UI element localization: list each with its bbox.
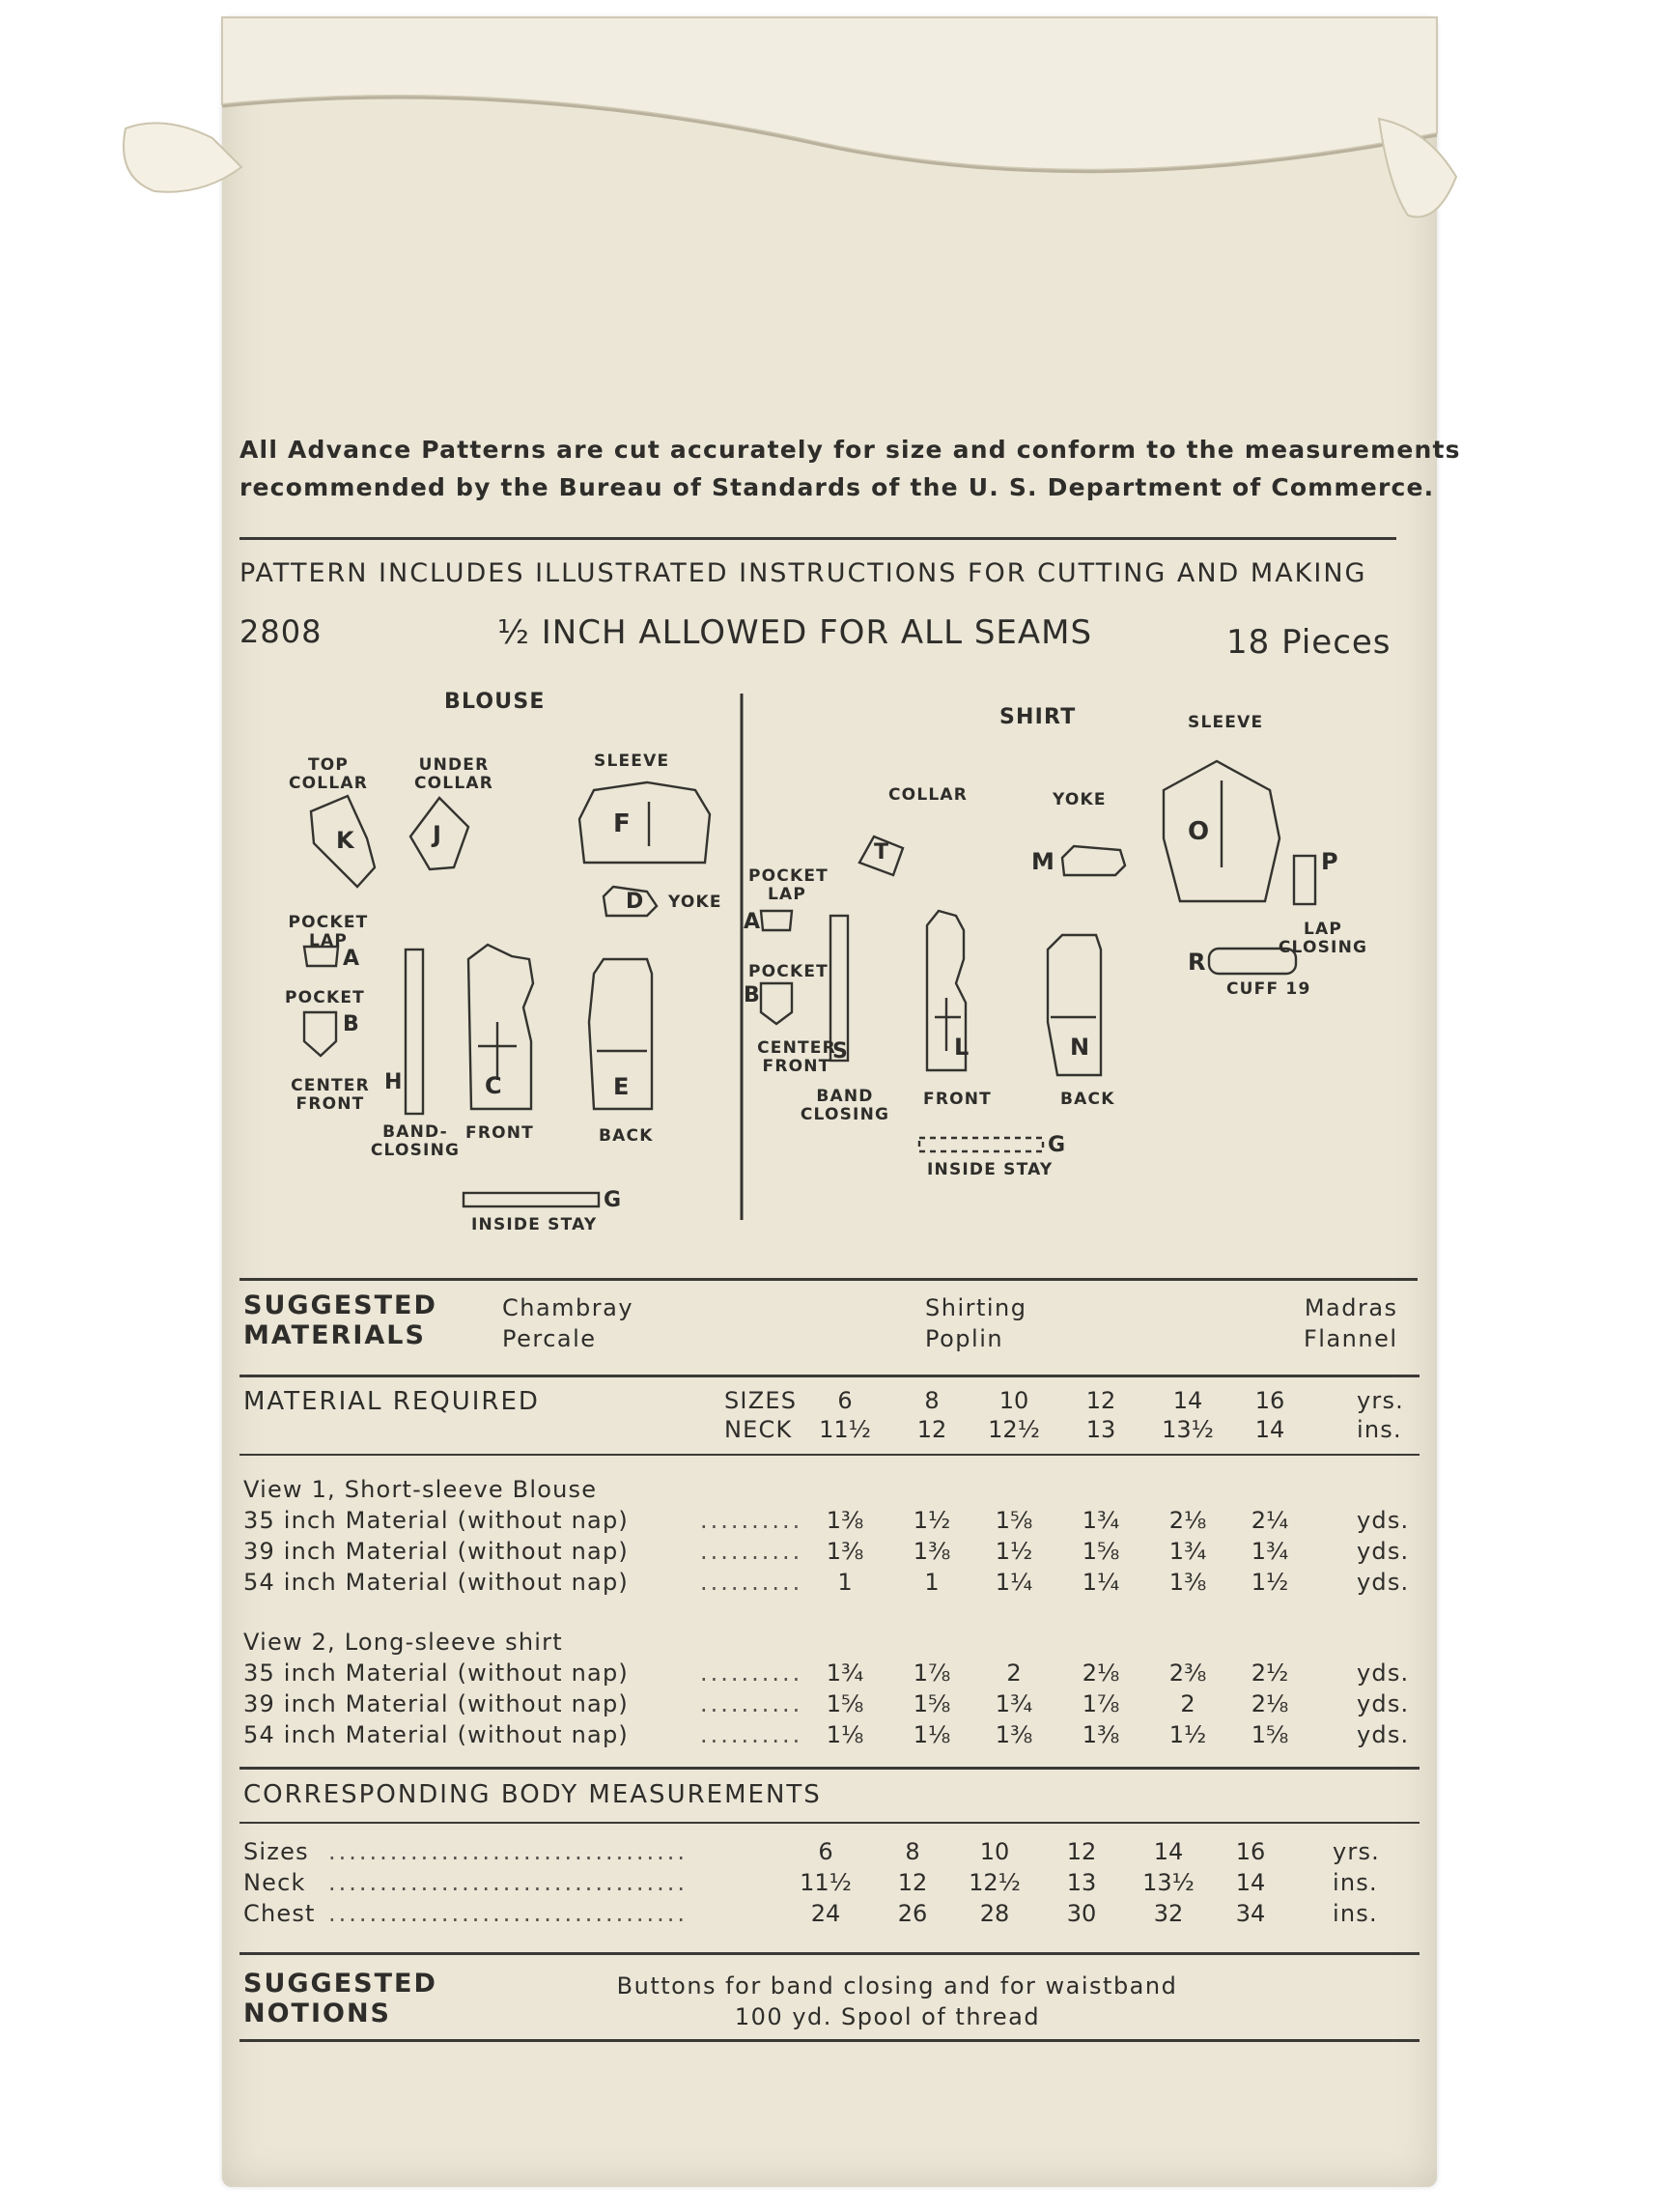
body-value: 14 (1235, 1869, 1266, 1896)
sizes-value: 12 (1085, 1387, 1116, 1414)
leader-dots: ................................... (328, 1838, 689, 1865)
material-row-label: 54 inch Material (without nap) (243, 1721, 629, 1748)
body-value: 24 (810, 1900, 841, 1927)
shirt-yoke-piece (1062, 846, 1125, 875)
shirt-pocket-piece (761, 983, 792, 1024)
yardage-value: 2⅛ (1251, 1690, 1289, 1717)
blouse-front-label: FRONT (465, 1123, 534, 1143)
notions-text: Buttons for band closing and for waistband 100 yd. Spool of thread (616, 1972, 1178, 2030)
blouse-yoke-letter: D (626, 890, 645, 914)
sizes-value: 8 (924, 1387, 940, 1414)
body-value: 16 (1235, 1838, 1266, 1865)
pattern-number: 2808 (239, 613, 323, 650)
material-row-label: 39 inch Material (without nap) (243, 1690, 629, 1717)
shirt-collar-label: COLLAR (888, 785, 969, 805)
yardage-unit: yds. (1357, 1507, 1410, 1534)
materials-col-3: Madras Flannel (1304, 1294, 1398, 1352)
sizes-unit: yrs. (1357, 1387, 1405, 1414)
blouse-band-closing-label: BAND- CLOSING (370, 1122, 461, 1160)
shirt-band-closing-label: BAND CLOSING (800, 1087, 890, 1124)
yardage-value: 1 (924, 1569, 940, 1596)
neck-value: 13½ (1162, 1416, 1214, 1443)
body-value: 8 (905, 1838, 920, 1865)
yardage-value: 1⅜ (1168, 1569, 1207, 1596)
yardage-value: 2⅛ (1082, 1659, 1120, 1687)
shirt-lap-letter: P (1321, 848, 1339, 875)
yardage-value: 1⅝ (1251, 1721, 1289, 1748)
leader-dots: .......... (700, 1721, 803, 1748)
yardage-value: 1¼ (1082, 1569, 1120, 1596)
pattern-envelope (222, 17, 1461, 2187)
body-value: 34 (1235, 1900, 1266, 1927)
blouse-pocket-letter: B (343, 1012, 360, 1036)
blouse-pocket-label: POCKET (285, 988, 365, 1007)
neck-value: 12 (916, 1416, 947, 1443)
yardage-value: 1½ (913, 1507, 951, 1534)
yardage-value: 1⅞ (1082, 1690, 1120, 1717)
neck-value: 11½ (819, 1416, 871, 1443)
yardage-value: 1⅜ (995, 1721, 1033, 1748)
yardage-value: 1½ (1168, 1721, 1207, 1748)
shirt-back-letter: N (1070, 1034, 1091, 1061)
yardage-value: 1⅛ (826, 1721, 864, 1748)
divider (239, 1767, 1420, 1770)
yardage-value: 1⅛ (913, 1721, 951, 1748)
yardage-unit: yds. (1357, 1721, 1410, 1748)
blouse-sleeve-label: SLEEVE (594, 752, 670, 771)
body-value: 12 (1066, 1838, 1097, 1865)
blouse-center-front-label: CENTER FRONT (291, 1076, 370, 1114)
yardage-value: 2½ (1251, 1659, 1289, 1687)
neck-label: NECK (724, 1416, 793, 1443)
sizes-value: 16 (1254, 1387, 1285, 1414)
body-value: 26 (897, 1900, 928, 1927)
shirt-pocket-lap-letter: A (744, 910, 762, 934)
neck-unit: ins. (1357, 1416, 1402, 1443)
yardage-value: 1½ (1251, 1569, 1289, 1596)
material-row-label: 35 inch Material (without nap) (243, 1507, 629, 1534)
leader-dots: ................................... (328, 1900, 689, 1927)
body-measurements-title: CORRESPONDING BODY MEASUREMENTS (243, 1780, 822, 1809)
sizes-value: 10 (998, 1387, 1029, 1414)
material-required-title: MATERIAL REQUIRED (243, 1387, 540, 1416)
yardage-value: 1⅞ (913, 1659, 951, 1687)
shirt-title: SHIRT (999, 705, 1077, 729)
body-value: 30 (1066, 1900, 1097, 1927)
body-value: 6 (818, 1838, 833, 1865)
divider (239, 1375, 1420, 1377)
leader-dots: .......... (700, 1569, 803, 1596)
neck-value: 14 (1254, 1416, 1285, 1443)
sizes-label: SIZES (724, 1387, 798, 1414)
shirt-front-letter: L (954, 1034, 970, 1061)
shirt-inside-stay-label: INSIDE STAY (927, 1160, 1054, 1179)
body-row-label: Sizes (243, 1838, 309, 1865)
shirt-pocket-letter: B (744, 983, 761, 1007)
sizes-value: 6 (837, 1387, 853, 1414)
yardage-value: 1⅜ (826, 1538, 864, 1565)
body-value: 14 (1153, 1838, 1184, 1865)
intro-line-1: All Advance Patterns are cut accurately for size and conform to the measurements (239, 436, 1461, 464)
yardage-value: 1⅝ (826, 1690, 864, 1717)
shirt-sleeve-label: SLEEVE (1188, 713, 1264, 732)
yardage-unit: yds. (1357, 1659, 1410, 1687)
blouse-band-letter: H (384, 1070, 404, 1094)
shirt-lap-closing-label: LAP CLOSING (1278, 920, 1368, 957)
yardage-unit: yds. (1357, 1690, 1410, 1717)
yardage-value: 2¼ (1251, 1507, 1289, 1534)
body-value: 13½ (1142, 1869, 1195, 1896)
notions-label: SUGGESTED NOTIONS (243, 1969, 437, 2028)
blouse-back-letter: E (613, 1073, 631, 1100)
neck-value: 13 (1085, 1416, 1116, 1443)
blouse-band-piece (406, 950, 423, 1114)
material-row-label: 54 inch Material (without nap) (243, 1569, 629, 1596)
yardage-value: 2 (1006, 1659, 1022, 1687)
blouse-front-letter: C (485, 1072, 503, 1099)
body-value: 11½ (800, 1869, 852, 1896)
leader-dots: ................................... (328, 1869, 689, 1896)
shirt-pocket-lap-label: POCKET LAP (748, 866, 829, 904)
yardage-value: 1⅜ (1082, 1721, 1120, 1748)
blouse-stay-letter: G (604, 1188, 623, 1212)
blouse-pocket-lap-letter: A (343, 947, 361, 971)
shirt-pocket-label: POCKET (748, 962, 829, 981)
yardage-value: 1¼ (995, 1569, 1033, 1596)
shirt-sleeve-letter: O (1188, 817, 1211, 846)
under-collar-label: UNDER COLLAR (413, 755, 494, 793)
yardage-value: 1¾ (826, 1659, 864, 1687)
shirt-yoke-letter: M (1031, 848, 1056, 875)
shirt-cuff-label: CUFF 19 (1226, 979, 1311, 999)
body-unit: yrs. (1333, 1838, 1381, 1865)
blouse-pocket-piece (304, 1012, 336, 1056)
blouse-title: BLOUSE (444, 690, 546, 714)
materials-col-1: Chambray Percale (502, 1294, 634, 1352)
divider (239, 1454, 1420, 1456)
yardage-unit: yds. (1357, 1569, 1410, 1596)
shirt-back-label: BACK (1060, 1090, 1115, 1109)
shirt-lap-piece (1294, 856, 1315, 904)
yardage-value: 1⅜ (913, 1538, 951, 1565)
body-value: 13 (1066, 1869, 1097, 1896)
body-value: 28 (979, 1900, 1010, 1927)
intro-line-2: recommended by the Bureau of Standards of the U. S. Department of Commerce. (239, 473, 1435, 501)
yardage-value: 1¾ (995, 1690, 1033, 1717)
materials-label: SUGGESTED MATERIALS (243, 1290, 437, 1350)
blouse-yoke-label: YOKE (668, 893, 722, 912)
shirt-stay-letter: G (1048, 1133, 1067, 1157)
yardage-value: 1¾ (1082, 1507, 1120, 1534)
blouse-stay-piece (464, 1193, 599, 1206)
yardage-value: 1¾ (1251, 1538, 1289, 1565)
shirt-yoke-label: YOKE (1053, 790, 1107, 809)
blouse-sleeve-letter: F (613, 809, 632, 838)
body-unit: ins. (1333, 1869, 1378, 1896)
blouse-pocket-lap-label: POCKET LAP (288, 913, 369, 950)
shirt-center-front-label: CENTER FRONT (757, 1038, 836, 1076)
view-title: View 1, Short-sleeve Blouse (243, 1476, 598, 1503)
divider (239, 1952, 1420, 1955)
shirt-cuff-letter: R (1188, 949, 1207, 976)
yardage-value: 1½ (995, 1538, 1033, 1565)
materials-col-2: Shirting Poplin (925, 1294, 1027, 1352)
yardage-value: 1⅝ (995, 1507, 1033, 1534)
leader-dots: .......... (700, 1507, 803, 1534)
body-unit: ins. (1333, 1900, 1378, 1927)
body-value: 32 (1153, 1900, 1184, 1927)
top-collar-label: TOP COLLAR (288, 755, 369, 793)
shirt-band-letter: S (832, 1039, 850, 1063)
yardage-unit: yds. (1357, 1538, 1410, 1565)
leader-dots: .......... (700, 1659, 803, 1687)
leader-dots: .......... (700, 1690, 803, 1717)
sizes-value: 14 (1172, 1387, 1203, 1414)
seam-allowance: ½ INCH ALLOWED FOR ALL SEAMS (497, 613, 1093, 652)
yardage-value: 2⅛ (1168, 1507, 1207, 1534)
view-title: View 2, Long-sleeve shirt (243, 1629, 563, 1656)
blouse-inside-stay-label: INSIDE STAY (471, 1215, 598, 1234)
yardage-value: 2 (1180, 1690, 1195, 1717)
yardage-value: 2⅜ (1168, 1659, 1207, 1687)
divider (239, 2039, 1420, 2042)
yardage-value: 1⅜ (826, 1507, 864, 1534)
pattern-pieces-drawing (222, 17, 1437, 1273)
blouse-sleeve-piece (579, 782, 710, 863)
body-value: 12 (897, 1869, 928, 1896)
body-value: 12½ (969, 1869, 1021, 1896)
divider (239, 1822, 1420, 1824)
blouse-top-collar-letter: K (336, 827, 355, 854)
shirt-pocket-lap-piece (761, 911, 792, 930)
body-value: 10 (979, 1838, 1010, 1865)
body-row-label: Neck (243, 1869, 306, 1896)
shirt-collar-letter: T (874, 840, 890, 865)
yardage-value: 1¾ (1168, 1538, 1207, 1565)
blouse-under-collar-letter: J (433, 821, 443, 848)
divider (239, 1278, 1418, 1281)
material-row-label: 35 inch Material (without nap) (243, 1659, 629, 1687)
includes-line: PATTERN INCLUDES ILLUSTRATED INSTRUCTIONS FOR CUTTING AND MAKING (239, 558, 1367, 588)
body-row-label: Chest (243, 1900, 316, 1927)
blouse-back-label: BACK (599, 1126, 654, 1146)
piece-count: 18 Pieces (1226, 623, 1392, 662)
shirt-front-label: FRONT (923, 1090, 992, 1109)
yardage-value: 1⅝ (913, 1690, 951, 1717)
shirt-stay-piece (919, 1138, 1043, 1151)
leader-dots: .......... (700, 1538, 803, 1565)
neck-value: 12½ (988, 1416, 1040, 1443)
yardage-value: 1⅝ (1082, 1538, 1120, 1565)
material-row-label: 39 inch Material (without nap) (243, 1538, 629, 1565)
yardage-value: 1 (837, 1569, 853, 1596)
